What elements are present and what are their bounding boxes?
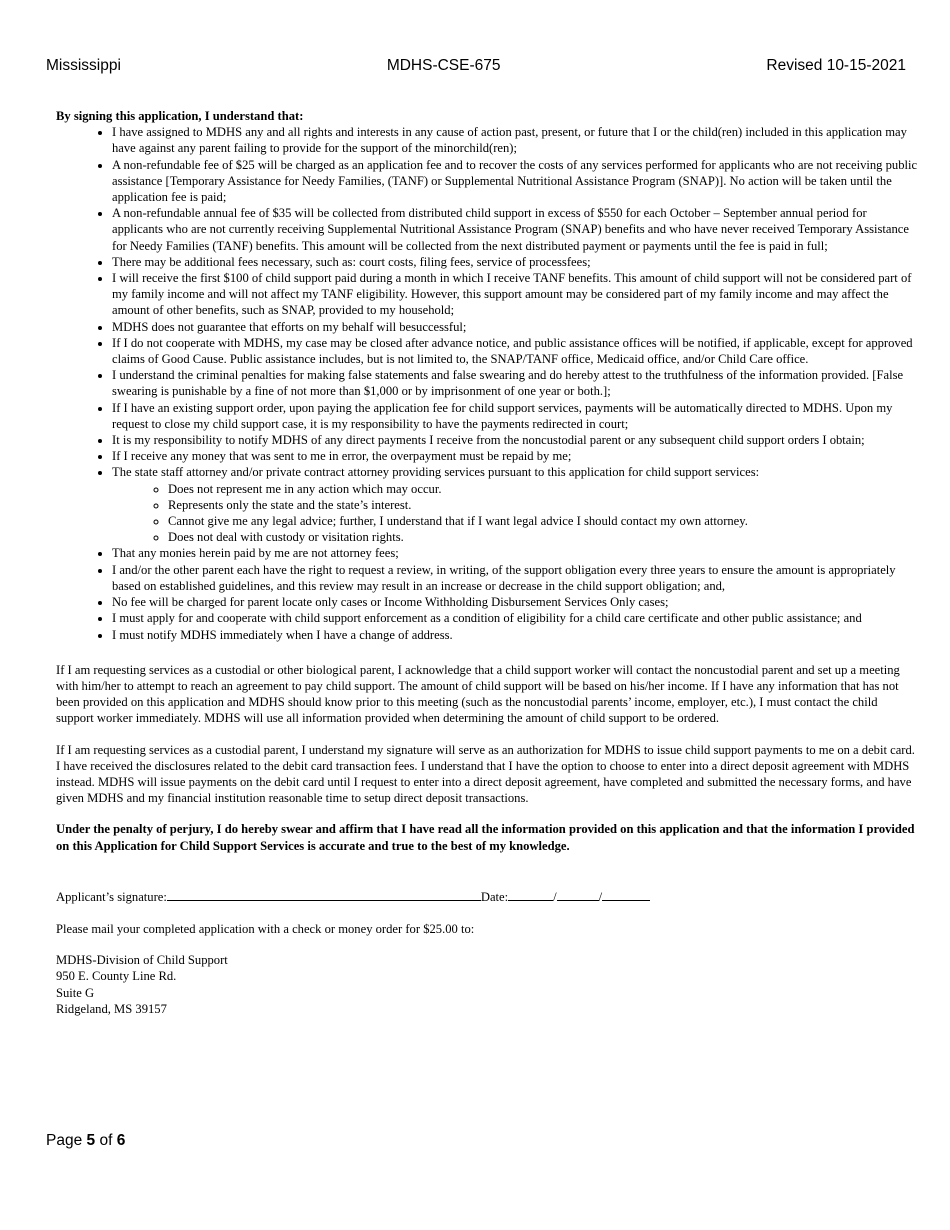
page-number: 5 (86, 1132, 96, 1149)
list-item: • It is my responsibility to notify MDHS of any direct payments I receive from the noncustodial parent or any subsequent child support orders I obtain; (112, 432, 918, 448)
mailing-address (56, 952, 918, 1017)
list-item: • I and/or the other parent each have the right to request a review, in writing, of the support obligation every three years to ensure the amount is appropriately based on established guidelines, and this review may result in an increase or decrease in the child support obligation; and, (112, 562, 918, 594)
sub-list-item: ◦ Cannot give me any legal advice; further, I understand that if I want legal advice I should contact my own attorney. (168, 513, 918, 529)
date-year-line[interactable] (602, 888, 650, 901)
list-item: • If I do not cooperate with MDHS, my case may be closed after advance notice, and public assistance offices will be notified, if applicable, except for approved claims of Good Cause. Public assistance includes, but is not limited to, the SNAP/TANF office, Medicaid office, and/or Child Care office. (112, 335, 918, 367)
list-item: • A non-refundable fee of $25 will be charged as an application fee and to recover the costs of any services performed for applicants who are not receiving public assistance [Temporary Assistance for Needy Families, (TANF) or Supplemental Nutritional Assistance Program (SNAP)]. No action will be taken until the application fee is paid; (112, 157, 918, 206)
list-item: • If I have an existing support order, upon paying the application fee for child support services, payments will be automatically directed to MDHS. Upon my request to close my child support case, it is my responsibility to have the payments redirected in court; (112, 400, 918, 432)
date-label: Date: (480, 889, 509, 904)
custodial-parent-paragraph: If I am requesting services as a custodial or other biological parent, I acknowledge that a child support worker will contact the noncustodial parent and set up a meeting with him/her to attempt to reach an agreement to pay child support. The amount of child support will be based on his/her income. If I have any information that has not been provided on this application and MDHS should know prior to this meeting (such as the noncustodial parents’ income, employer, etc.), I must contact the child support worker immediately. MDHS will use all information provided when determining the amount of child support to be ordered. (56, 662, 900, 726)
intro-heading: By signing this application, I understand that: (56, 109, 304, 123)
header-form-number: MDHS-CSE-675 (386, 57, 501, 74)
date-day-line[interactable] (557, 888, 599, 901)
perjury-statement: Under the penalty of perjury, I do hereby swear and affirm that I have read all the information provided on this application and that the information I provided on this Application for Child Support Services is accurate and true to the best of my knowledge. (56, 822, 915, 853)
terms-list (56, 124, 918, 643)
list-item: • I understand the criminal penalties for making false statements and false swearing and do hereby attest to the truthfulness of the information provided. [False swearing is punishable by a fine of not more than $1,000 or by imprisonment of one year or both.]; (112, 367, 918, 399)
sub-list-item: ◦ Represents only the state and the state’s interest. (168, 497, 918, 513)
attorney-sub-list (112, 481, 918, 546)
list-item: • A non-refundable annual fee of $35 will be collected from distributed child support in excess of $550 for each October – September annual period for applicants who are not currently receiving Supplemental Nutritional Assistance Program (SNAP) benefits and who have never received Temporary Assistance for Needy Families (TANF) benefits. This amount will be collected from the next distributed payment or payments until the fee is paid in full; (112, 205, 918, 254)
list-item: • I must notify MDHS immediately when I have a change of address. (112, 627, 918, 643)
list-item-attorney (112, 464, 918, 545)
sub-list-item: ◦ Does not deal with custody or visitation rights. (168, 529, 918, 545)
page-header (46, 57, 906, 75)
attorney-statement: The state staff attorney and/or private contract attorney providing services pursuant to this application for child support services: (112, 465, 760, 480)
signature-row (56, 888, 918, 905)
debit-card-paragraph: If I am requesting services as a custodial parent, I understand my signature will serve as an authorization for MDHS to issue child support payments to me on a debit card. I have received the disclosures related to the debit card transaction fees. I understand that I have the option to choose to enter into a direct deposit agreement with MDHS instead. MDHS will issue payments on the debit card until I request to enter into a direct deposit agreement, have completed and submitted the necessary forms, and have given MDHS and my financial institution reasonable time to setup direct deposit transactions. (56, 742, 915, 806)
page-word: Page (46, 1132, 83, 1149)
header-revision-date: Revised 10-15-2021 (766, 57, 906, 74)
page-footer (46, 1132, 125, 1150)
signature-line[interactable] (167, 888, 481, 901)
list-item: • I will receive the first $100 of child support paid during a month in which I receive TANF benefits. This amount of child support will not be considered part of my family income and will not affect my TANF eligibility. However, this support amount may be considered part of my family income and may affect the amount of other benefits, such as SNAP, provided to my household; (112, 270, 918, 319)
document-body (56, 108, 918, 1017)
list-item: • If I receive any money that was sent to me in error, the overpayment must be repaid by me; (112, 448, 918, 464)
address-line: Suite G (56, 985, 95, 1000)
date-slash: / (553, 889, 557, 904)
of-word: of (99, 1132, 113, 1149)
list-item: • I must apply for and cooperate with child support enforcement as a condition of eligibility for a child care certificate and other public assistance; and (112, 610, 918, 626)
date-slash: / (598, 889, 603, 904)
list-item: • I have assigned to MDHS any and all rights and interests in any cause of action past, present, or future that I or the child(ren) included in this application may have against any parent failing to provide for the support of the minorchild(ren); (112, 124, 918, 156)
date-month-line[interactable] (508, 888, 553, 901)
page-total: 6 (116, 1132, 126, 1149)
address-line: Ridgeland, MS 39157 (56, 1001, 167, 1016)
address-line: MDHS-Division of Child Support (56, 953, 228, 968)
signature-label: Applicant’s signature: (56, 889, 167, 904)
address-line: 950 E. County Line Rd. (56, 969, 177, 984)
sub-list-item: ◦ Does not represent me in any action which may occur. (168, 481, 918, 497)
list-item: • No fee will be charged for parent locate only cases or Income Withholding Disbursement Services Only cases; (112, 594, 918, 610)
mail-instruction: Please mail your completed application with a check or money order for $25.00 to: (56, 921, 475, 936)
list-item: • There may be additional fees necessary, such as: court costs, filing fees, service of processfees; (112, 254, 918, 270)
header-state: Mississippi (46, 57, 121, 74)
list-item: • That any monies herein paid by me are not attorney fees; (112, 545, 918, 561)
list-item: • MDHS does not guarantee that efforts on my behalf will besuccessful; (112, 319, 918, 335)
